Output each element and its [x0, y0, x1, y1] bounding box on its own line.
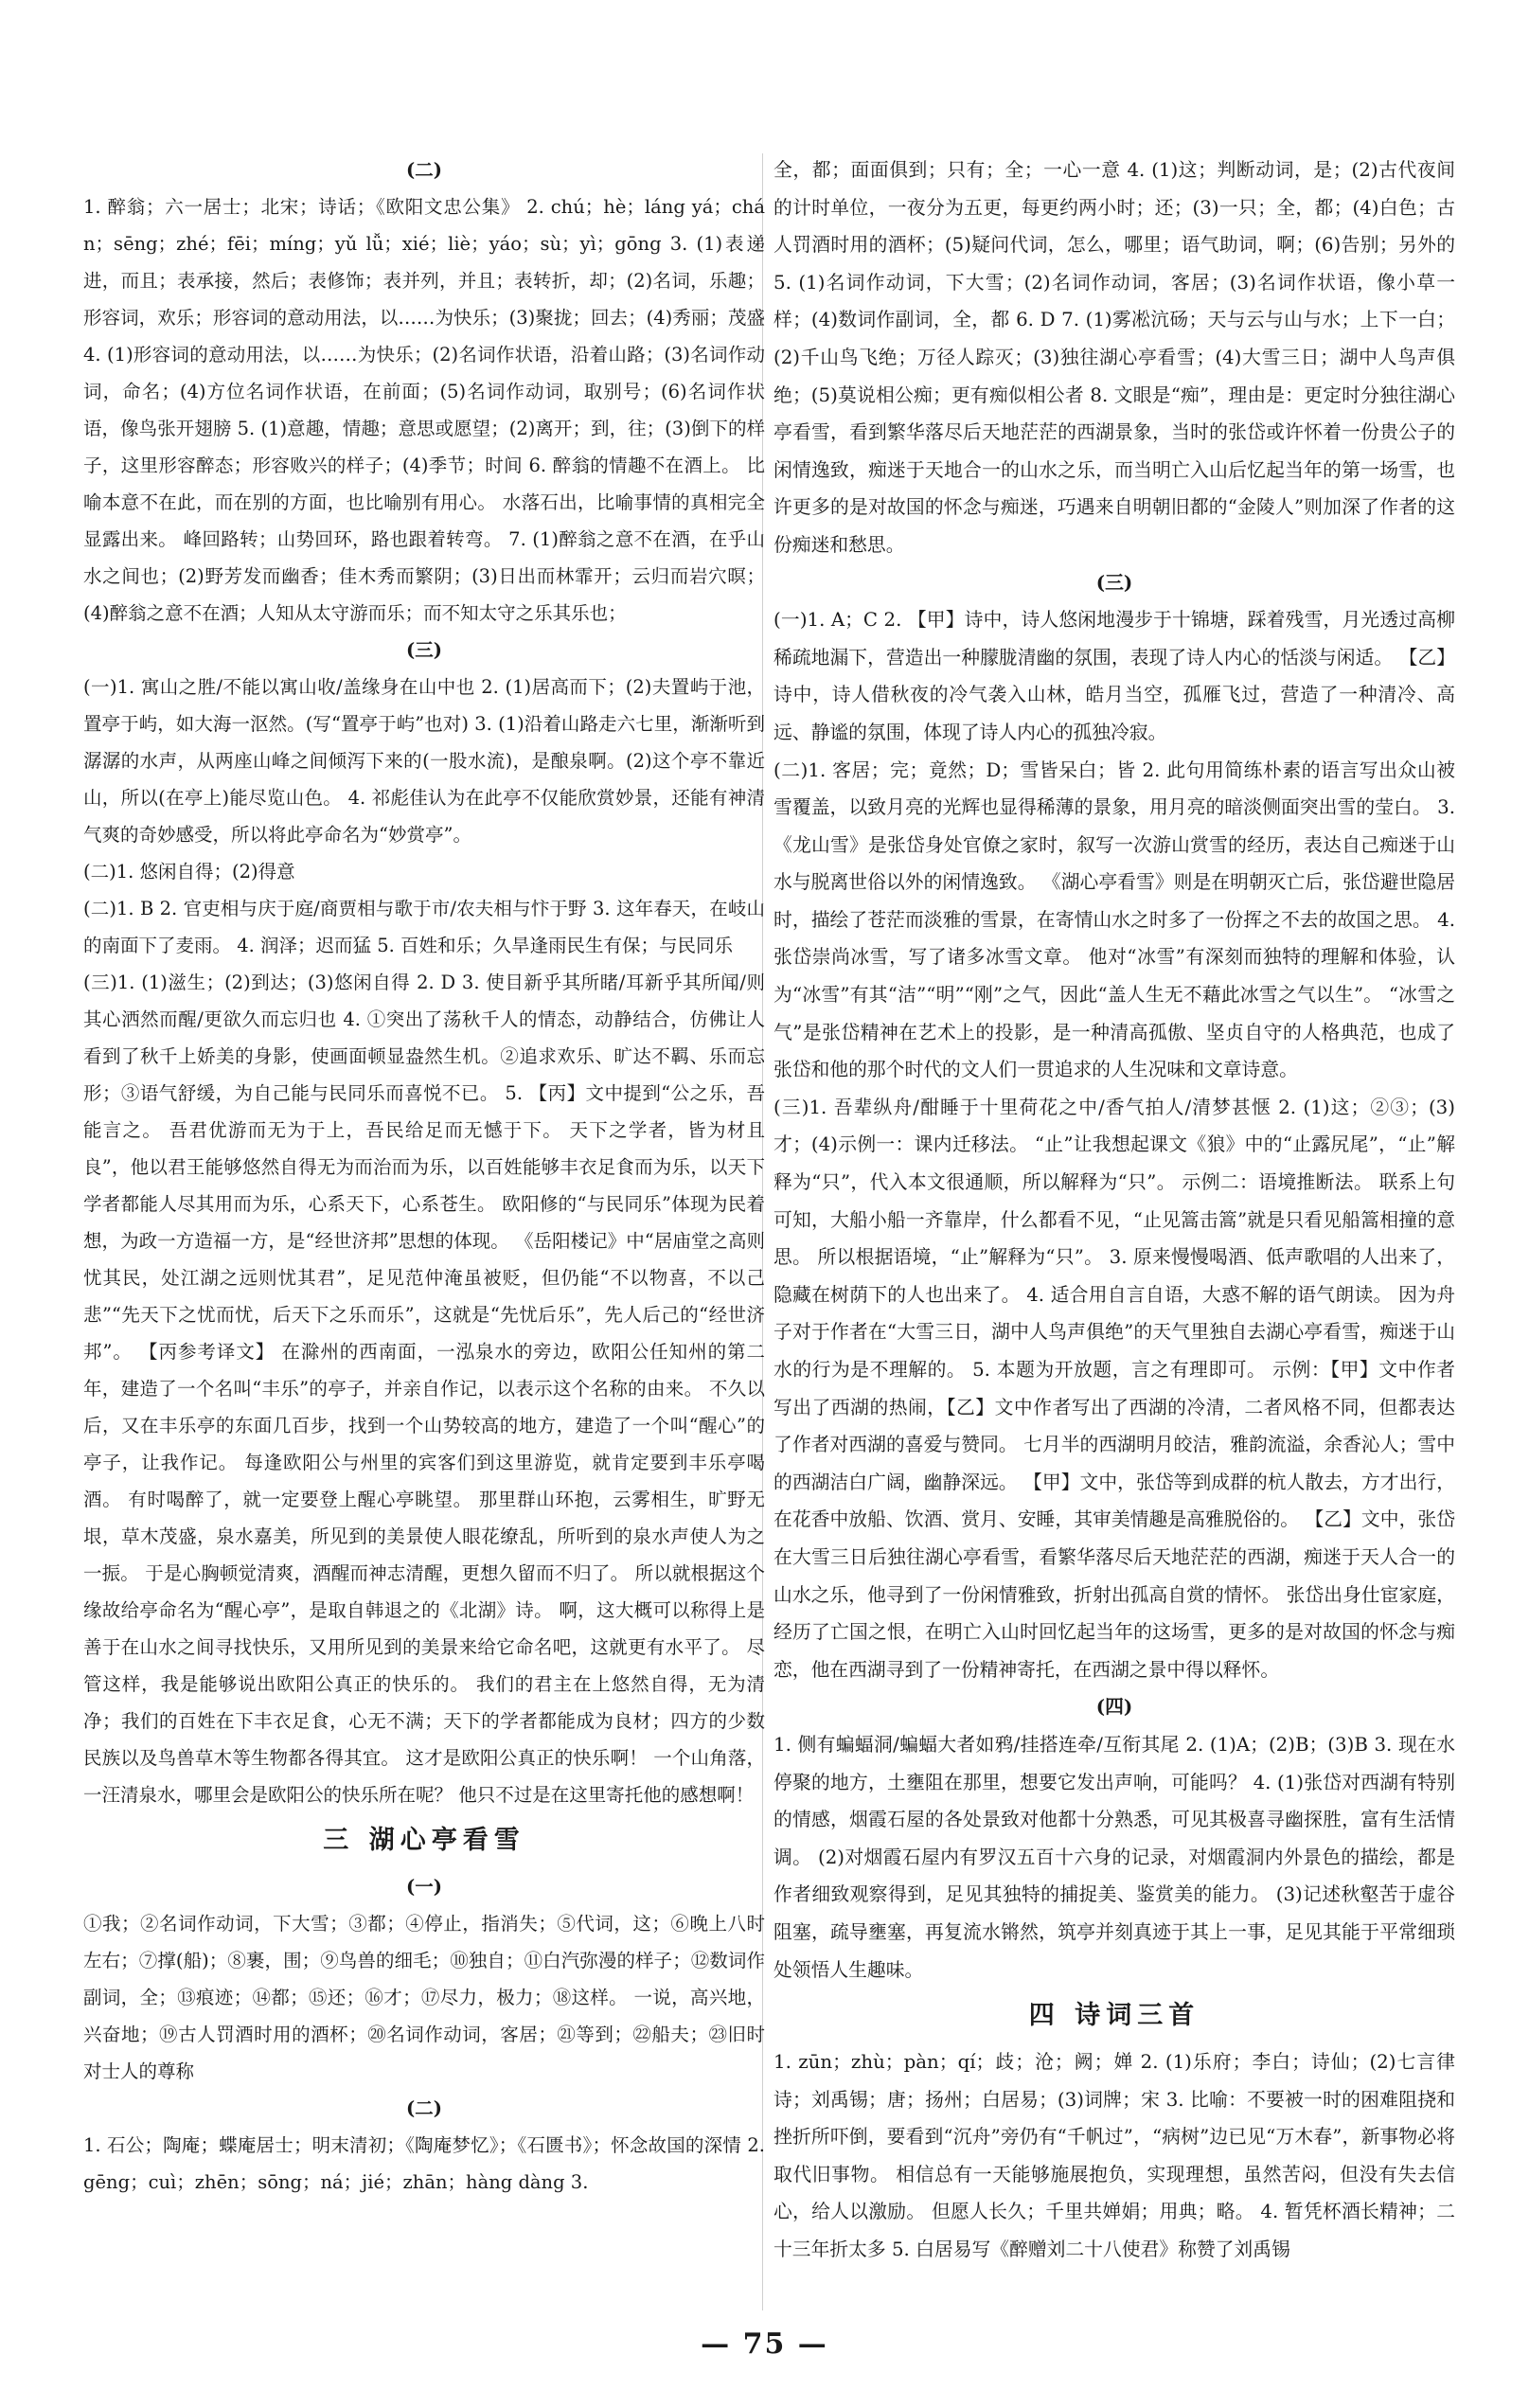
answer-paragraph: 1. 石公；陶庵；蝶庵居士；明末清初；《陶庵梦忆》；《石匮书》；怀念故国的深情 2. gēng；cuì；zhēn；sōng；ná；jié；zhān；hàng dàng 3. [83, 2134, 765, 2193]
subsection-heading: (四) [1095, 1695, 1133, 1719]
subsection-heading: (三) [1095, 570, 1133, 594]
answer-paragraph: (三)1. (1)滋生；(2)到达；(3)悠闲自得 2. D 3. 使目新乎其所睹/耳新乎其所闻/则其心洒然而醒/更欲久而忘归也 4. ①突出了荡秋千人的情态，动静结合，仿佛让人看到了秋千上娇美的身影，使画面顿显盎然生机。②追求欢乐、旷达不羁、乐而忘形；③语气舒缓，为自己能与民同乐而喜悦不已。 5. 【丙】文中提到“公之乐，吾能言之。 吾君优游而无为于上，吾民给足而无憾于下。 天下之学者，皆为材且良”，他以君王能够悠然自得无为而治而为乐，以百姓能够丰衣足食而为乐，以天下学者都能人尽其用而为乐，心系天下，心系苍生。 欧阳修的“与民同乐”体现为民着想，为政一方造福一方，是“经世济邦”思想的体现。 《岳阳楼记》中“居庙堂之高则忧其民，处江湖之远则忧其君”，足见范仲淹虽被贬，但仍能“不以物喜，不以己悲”“先天下之忧而忧，后天下之乐而乐”，这就是“先忧后乐”，先人后己的“经世济邦”。 【丙参考译文】 在滁州的西南面，一泓泉水的旁边，欧阳公任知州的第二年，建造了一个名叫“丰乐”的亭子，并亲自作记，以表示这个名称的由来。 不久以后，又在丰乐亭的东面几百步，找到一个山势较高的地方，建造了一个叫“醒心”的亭子，让我作记。 每逢欧阳公与州里的宾客们到这里游览，就肯定要到丰乐亭喝酒。 有时喝醉了，就一定要登上醒心亭眺望。 那里群山环抱，云雾相生，旷野无垠，草木茂盛，泉水嘉美，所见到的美景使人眼花缭乱，所听到的泉水声使人为之一振。 于是心胸顿觉清爽，酒醒而神志清醒，更想久留而不归了。 所以就根据这个缘故给亭命名为“醒心亭”，是取自韩退之的《北湖》诗。 啊，这大概可以称得上是善于在山水之间寻找快乐，又用所见到的美景来给它命名吧，这就更有水平了。 尽管这样，我是能够说出欧阳公真正的快乐的。 我们的君主在上悠然自得，无为清净；我们的百姓在下丰衣足食，心无不满；天下的学者都能成为良材；四方的少数民族以及鸟兽草木等生物都各得其宜。 这才是欧阳公真正的快乐啊！ 一个山角落，一汪清泉水，哪里会是欧阳公的快乐所在呢？ 他只不过是在这里寄托他的感想啊！ [83, 972, 765, 1806]
answer-paragraph: (三)1. 吾辈纵舟/酣睡于十里荷花之中/香气拍人/清梦甚惬 2. (1)这；②③；(3)才；(4)示例一：课内迁移法。 “止”让我想起课文《狼》中的“止露尻尾”，“止”解释为“只”，代入本文很通顺，所以解释为“只”。 示例二：语境推断法。 联系上句可知，大船小船一齐靠岸，什么都看不见，“止见篙击篙”就是只看见船篙相撞的意思。 所以根据语境，“止”解释为“只”。 3. 原来慢慢喝酒、低声歌唱的人出来了，隐藏在树荫下的人也出来了。 4. 适合用自言自语，大惑不解的语气朗读。 因为舟子对于作者在“大雪三日，湖中人鸟声俱绝”的天气里独自去湖心亭看雪，痴迷于山水的行为是不理解的。 5. 本题为开放题，言之有理即可。 示例：【甲】文中作者写出了西湖的热闹，【乙】文中作者写出了西湖的冷清，二者风格不同，但都表达了作者对西湖的喜爱与赞同。 七月半的西湖明月皎洁，雅韵流溢，余香沁人；雪中的西湖洁白广阔，幽静深远。 【甲】文中，张岱等到成群的杭人散去，方才出行，在花香中放船、饮酒、赏月、安睡，其审美情趣是高雅脱俗的。 【乙】文中，张岱在大雪三日后独往湖心亭看雪，看繁华落尽后天地茫茫的西湖，痴迷于天人合一的山水之乐，他寻到了一份闲情雅致，折射出孤高自赏的情怀。 张岱出身仕宦家庭，经历了亡国之恨，在明亡入山时回忆起当年的这场雪，更多的是对故国的怀念与痴恋，他在西湖寻到了一份精神寄托，在西湖之景中得以释怀。 [773, 1096, 1455, 1681]
answer-paragraph: 1. 侧有蝙蝠洞/蝙蝠大者如鸦/挂搭连牵/互衔其尾 2. (1)A；(2)B；(3)B 3. 现在水停聚的地方，土壅阻在那里，想要它发出声响，可能吗？ 4. (1)张岱对西湖有特别的情感，烟霞石屋的各处景致对他都十分熟悉，可见其极喜寻幽探胜，富有生活情调。 (2)对烟霞石屋内有罗汉五百十六身的记录，对烟霞洞内外景色的描绘，都是作者细致观察得到，足见其独特的捕捉美、鉴赏美的能力。 (3)记述秋壑苦于虚谷阻塞，疏导壅塞，再复流水锵然，筑亭并刻真迹于其上一事，足见其能于平常细琐处领悟人生趣味。 [773, 1733, 1455, 1981]
left-column [83, 152, 765, 2201]
lesson-title: 四 诗词三首 [1028, 2001, 1200, 2031]
answer-paragraph: 1. 醉翁；六一居士；北宋；诗话；《欧阳文忠公集》 2. chú；hè；láng yá；chán；sēng；zhé；fēi；míng；yǔ lǚ；xié；liè；yáo；sù；yì；gōng 3. (1)表递进，而且；表承接，然后；表修饰；表并列，并且；表转折，却；(2)名词，乐趣；形容词，欢乐；形容词的意动用法，以……为快乐；(3)聚拢；回去；(4)秀丽；茂盛 4. (1)形容词的意动用法，以……为快乐；(2)名词作状语，沿着山路；(3)名词作动词，命名；(4)方位名词作状语，在前面；(5)名词作动词，取别号；(6)名词作状语，像鸟张开翅膀 5. (1)意趣，情趣；意思或愿望；(2)离开；到，往；(3)倒下的样子，这里形容醉态；形容败兴的样子；(4)季节；时间 6. 醉翁的情趣不在酒上。 比喻本意不在此，而在别的方面，也比喻别有用心。 水落石出，比喻事情的真相完全显露出来。 峰回路转；山势回环，路也跟着转弯。 7. (1)醉翁之意不在酒，在乎山水之间也；(2)野芳发而幽香；佳木秀而繁阴；(3)日出而林霏开；云归而岩穴暝；(4)醉翁之意不在酒；人知从太守游而乐；而不知太守之乐其乐也； [83, 196, 765, 624]
page-number: — 75 — [701, 2328, 828, 2361]
answer-paragraph: (二)1. 客居；完；竟然；D；雪皆呆白；皆 2. 此句用简练朴素的语言写出众山被雪覆盖，以致月亮的光辉也显得稀薄的景象，用月亮的暗淡侧面突出雪的莹白。 3. 《龙山雪》是张岱身处官僚之家时，叙写一次游山赏雪的经历，表达自己痴迷于山水与脱离世俗以外的闲情逸致。 《湖心亭看雪》则是在明朝灭亡后，张岱避世隐居时，描绘了苍茫而淡雅的雪景，在寄情山水之时多了一份挥之不去的故国之思。 4. 张岱崇尚冰雪，写了诸多冰雪文章。 他对“冰雪”有深刻而独特的理解和体验，认为“冰雪”有其“洁”“明”“刚”之气，因此“盖人生无不藉此冰雪之气以生”。 “冰雪之气”是张岱精神在艺术上的投影，是一种清高孤傲、坚贞自守的人格典范，也成了张岱和他的那个时代的文人们一贯追求的人生况味和文章诗意。 [773, 758, 1455, 1081]
right-column [773, 152, 1455, 2269]
answer-paragraph: 全，都；面面俱到；只有；全；一心一意 4. (1)这；判断动词，是；(2)古代夜间的计时单位，一夜分为五更，每更约两小时；还；(3)一只；全，都；(4)白色；古人罚酒时用的酒杯；(5)疑问代词，怎么，哪里；语气助词，啊；(6)告别；另外的 5. (1)名词作动词，下大雪；(2)名词作动词，客居；(3)名词作状语，像小草一样；(4)数词作副词，全，都 6. D 7. (1)雾凇沆砀；天与云与山与水；上下一白；(2)千山鸟飞绝；万径人踪灭；(3)独往湖心亭看雪；(4)大雪三日；湖中人鸟声俱绝；(5)莫说相公痴；更有痴似相公者 8. 文眼是“痴”，理由是：更定时分独往湖心亭看雪，看到繁华落尽后天地茫茫的西湖景象，当时的张岱或许怀着一份贵公子的闲情逸致，痴迷于天地合一的山水之乐，而当明亡入山后忆起当年的第一场雪，也许更多的是对故国的怀念与痴迷，巧遇来自明朝旧都的“金陵人”则加深了作者的这份痴迷和愁思。 [773, 159, 1455, 556]
subsection-heading: (三) [406, 639, 442, 661]
answer-paragraph: 1. zūn；zhù；pàn；qí；歧；沧；阙；婵 2. (1)乐府；李白；诗仙；(2)七言律诗；刘禹锡；唐；扬州；白居易；(3)词牌；宋 3. 比喻：不要被一时的困难阻挠和挫折所吓倒，要看到“沉舟”旁仍有“千帆过”，“病树”边已见“万木春”，新事物必将取代旧事物。 相信总有一天能够施展抱负，实现理想，虽然苦闷，但没有失去信心，给人以激励。 但愿人长久；千里共婵娟；用典；略。 4. 暂凭杯酒长精神；二十三年折太多 5. 白居易写《醉赠刘二十八使君》称赞了刘禹锡 [773, 2051, 1455, 2261]
lesson-title: 三 湖心亭看雪 [323, 1826, 525, 1855]
subsection-heading: (二) [406, 2097, 442, 2119]
subsection-heading: (二) [406, 159, 442, 181]
answer-paragraph: (二)1. B 2. 官吏相与庆于庭/商贾相与歌于市/农夫相与忭于野 3. 这年春天，在岐山的南面下了麦雨。 4. 润泽；迟而猛 5. 百姓和乐；久旱逢雨民生有保；与民同乐 [83, 898, 765, 956]
answer-paragraph: (一)1. 寓山之胜/不能以寓山收/盖缘身在山中也 2. (1)居高而下；(2)夫置屿于池，置亭于屿，如大海一沤然。(写“置亭于屿”也对) 3. (1)沿着山路走六七里，渐渐听到潺潺的水声，从两座山峰之间倾泻下来的(一股水流)，是酿泉啊。(2)这个亭不靠近山，所以(在亭上)能尽览山色。 4. 祁彪佳认为在此亭不仅能欣赏妙景，还能有神清气爽的奇妙感受，所以将此亭命名为“妙赏亭”。 [83, 676, 765, 846]
answer-paragraph: ①我；②名词作动词，下大雪；③都；④停止，指消失；⑤代词，这；⑥晚上八时左右；⑦撑(船)；⑧裹，围；⑨鸟兽的细毛；⑩独自；⑪白汽弥漫的样子；⑫数词作副词，全；⑬痕迹；⑭都；⑮还；⑯才；⑰尽力，极力；⑱这样。 一说，高兴地，兴奋地；⑲古人罚酒时用的酒杯；⑳名词作动词，客居；㉑等到；㉒船夫；㉓旧时对士人的尊称 [83, 1913, 765, 2082]
answer-paragraph: (一)1. A；C 2. 【甲】诗中，诗人悠闲地漫步于十锦塘，踩着残雪，月光透过高柳稀疏地漏下，营造出一种朦胧清幽的氛围，表现了诗人内心的恬淡与闲适。 【乙】诗中，诗人借秋夜的冷气袭入山林，皓月当空，孤雁飞过，营造了一种清冷、高远、静谧的氛围，体现了诗人内心的孤独冷寂。 [773, 609, 1455, 743]
subsection-heading: (一) [406, 1876, 442, 1898]
answer-paragraph: (二)1. 悠闲自得；(2)得意 [83, 861, 295, 883]
